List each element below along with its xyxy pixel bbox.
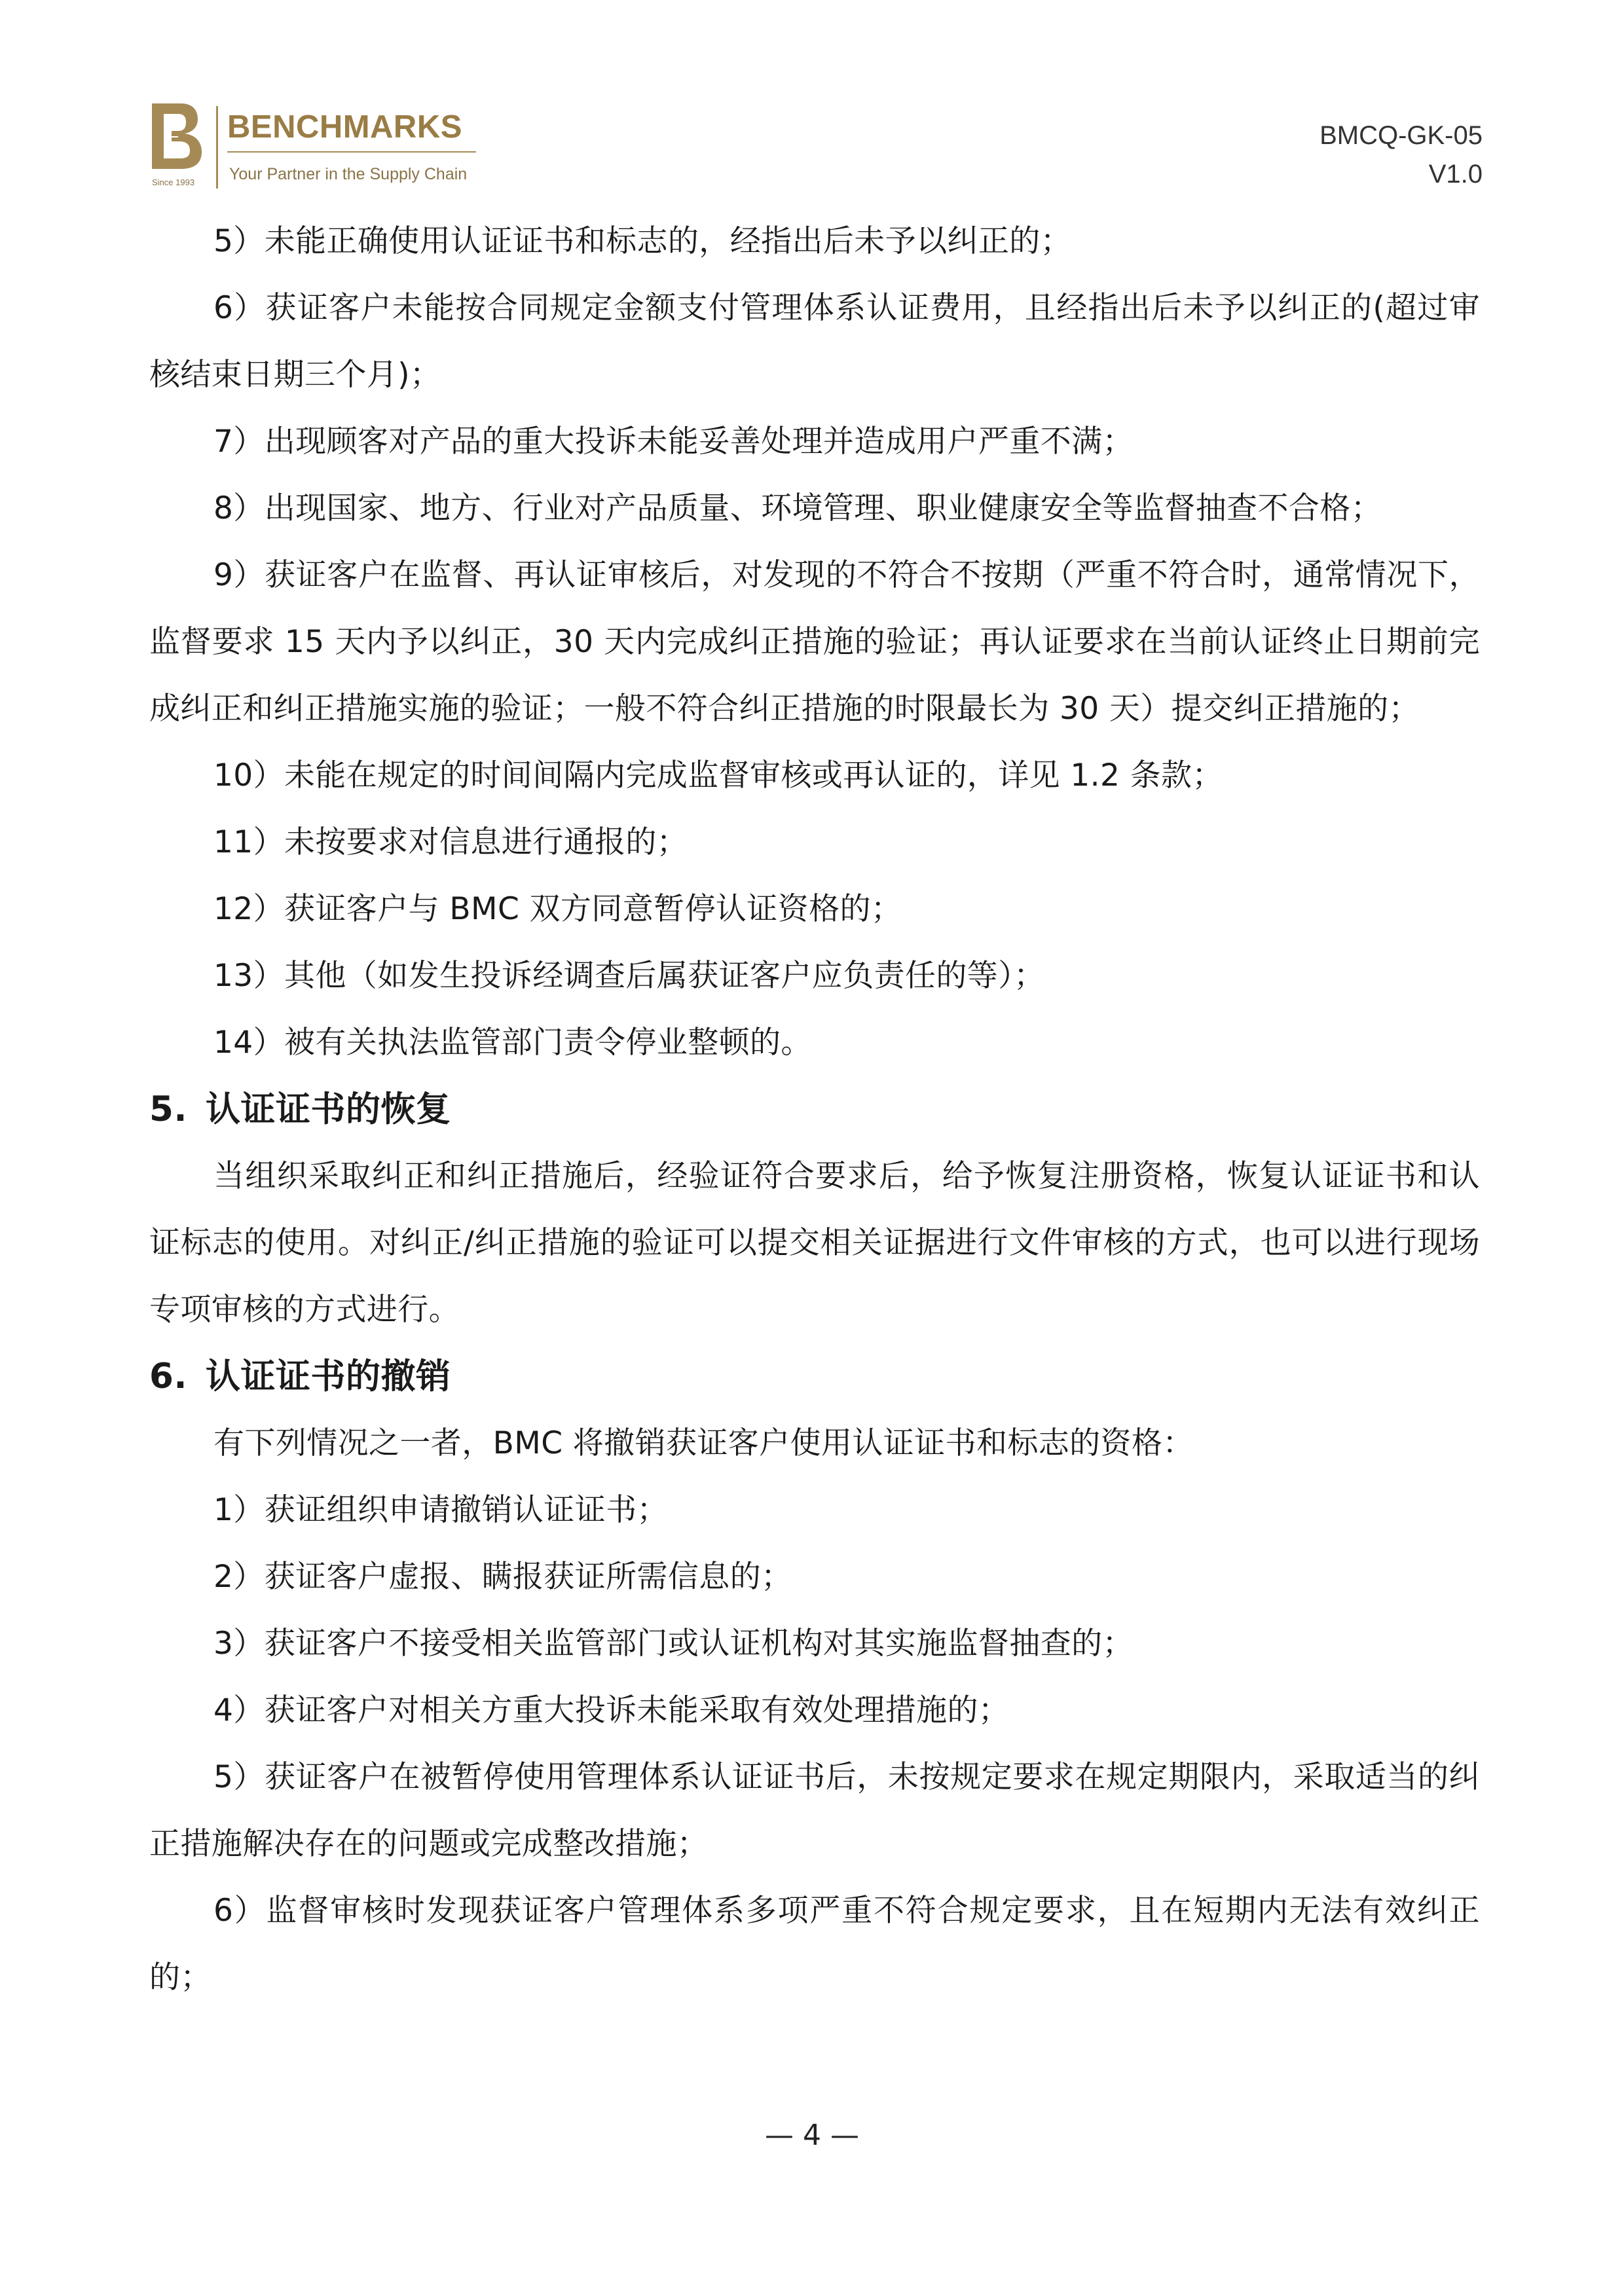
list-item: 5）未能正确使用认证证书和标志的，经指出后未予以纠正的； <box>213 223 1072 259</box>
document-code: BMCQ-GK-05 <box>1320 121 1483 150</box>
document-version: V1.0 <box>1428 160 1483 189</box>
list-item: 14）被有关执法监管部门责令停业整顿的。 <box>213 1025 812 1061</box>
list-item: 10）未能在规定的时间间隔内完成监督审核或再认证的，详见 1.2 条款； <box>213 757 1223 793</box>
list-item: 2）获证客户虚报、瞒报获证所需信息的； <box>213 1559 792 1595</box>
section-intro: 有下列情况之一者，BMC 将撤销获证客户使用认证证书和标志的资格： <box>213 1425 1194 1461</box>
list-item: 7）出现顾客对产品的重大投诉未能妥善处理并造成用户严重不满； <box>213 424 1134 460</box>
list-item: 6）获证客户未能按合同规定金额支付管理体系认证费用，且经指出后未予以纠正的(超过审核结束日期三个月)； <box>149 290 1480 393</box>
logo-divider <box>216 106 218 189</box>
list-item: 5）获证客户在被暂停使用管理体系认证证书后，未按规定要求在规定期限内，采取适当的纠正措施解决存在的问题或完成整改措施； <box>149 1759 1480 1862</box>
list-item: 11）未按要求对信息进行通报的； <box>213 824 688 860</box>
logo-brand-name: BENCHMARKS <box>227 109 462 145</box>
list-item: 6）监督审核时发现获证客户管理体系多项严重不符合规定要求，且在短期内无法有效纠正的； <box>149 1893 1480 1995</box>
company-logo <box>152 103 479 192</box>
section-number: 6. <box>149 1357 188 1396</box>
list-item: 9）获证客户在监督、再认证审核后，对发现的不符合不按期（严重不符合时，通常情况下，监督要求 15 天内予以纠正，30 天内完成纠正措施的验证；再认证要求在当前认证终止日期前完成纠正和纠正措施实施的验证；一般不符合纠正措施的时限最长为 30 天）提交纠正措施的； <box>149 557 1480 727</box>
section-title: 认证证书的恢复 <box>206 1089 451 1129</box>
list-item: 1）获证组织申请撤销认证证书； <box>213 1492 668 1528</box>
document-code-block <box>1320 117 1483 194</box>
section-number: 5. <box>149 1089 188 1129</box>
list-item: 4）获证客户对相关方重大投诉未能采取有效处理措施的； <box>213 1692 1010 1728</box>
list-item: 8）出现国家、地方、行业对产品质量、环境管理、职业健康安全等监督抽查不合格； <box>213 490 1382 526</box>
logo-rule <box>227 151 476 153</box>
logo-tagline: Your Partner in the Supply Chain <box>229 165 468 183</box>
document-body <box>149 208 1480 2011</box>
list-item: 3）获证客户不接受相关监管部门或认证机构对其实施监督抽查的； <box>213 1626 1134 1662</box>
list-item: 13）其他（如发生投诉经调查后属获证客户应负责任的等）； <box>213 958 1045 994</box>
section-paragraph: 当组织采取纠正和纠正措施后，经验证符合要求后，给予恢复注册资格，恢复认证证书和认证标志的使用。对纠正/纠正措施的验证可以提交相关证据进行文件审核的方式，也可以进行现场专项审核的方式进行。 <box>149 1158 1480 1328</box>
logo-since-text: Since 1993 <box>152 177 195 187</box>
list-item: 12）获证客户与 BMC 双方同意暂停认证资格的； <box>213 891 902 927</box>
page-number: — 4 — <box>765 2119 859 2152</box>
benchmarks-logo-icon <box>152 103 204 175</box>
section-heading-6 <box>149 1343 1480 1410</box>
section-title: 认证证书的撤销 <box>206 1357 451 1396</box>
section-heading-5 <box>149 1076 1480 1143</box>
